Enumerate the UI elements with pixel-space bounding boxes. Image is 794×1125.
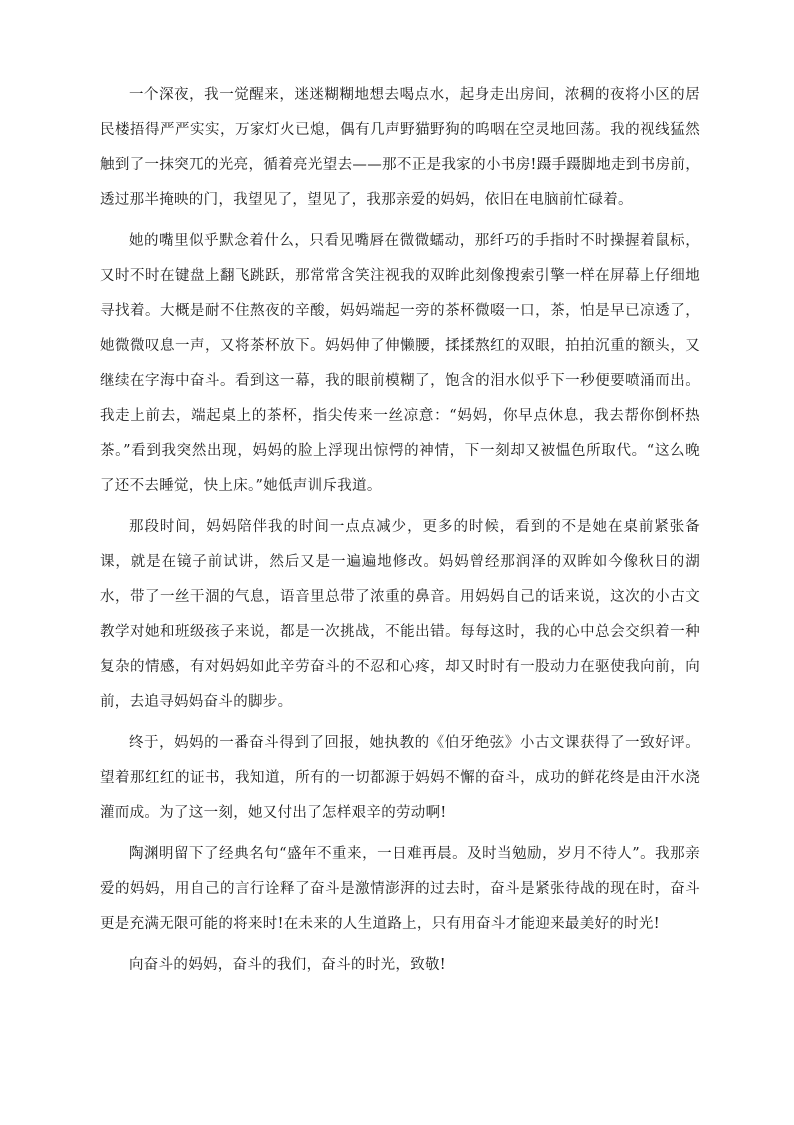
paragraph-6: 向奋斗的妈妈，奋斗的我们，奋斗的时光，致敬!: [129, 957, 446, 973]
paragraph-1: 一个深夜，我一觉醒来，迷迷糊糊地想去喝点水，起身走出房间，浓稠的夜将小区的居民楼捂得严严实实，万家灯火已熄，偶有几声野猫野狗的呜咽在空灵地回荡。我的视线猛然触到了一抹突兀的光亮，循着亮光望去——那不正是我家的小书房!蹑手蹑脚地走到书房前，透过那半掩映的门，我望见了，望见了，我那亲爱的妈妈，依旧在电脑前忙碌着。: [100, 87, 700, 208]
paragraph-4: 终于，妈妈的一番奋斗得到了回报，她执教的《伯牙绝弦》小古文课获得了一致好评。望着那红红的证书，我知道，所有的一切都源于妈妈不懈的奋斗，成功的鲜花终是由汗水浇灌而成。为了这一刻，她又付出了怎样艰辛的劳动啊!: [100, 735, 700, 821]
document-page: [100, 78, 700, 989]
paragraph-5: 陶渊明留下了经典名句“盛年不重来，一日难再晨。及时当勉励，岁月不待人”。我那亲爱的妈妈，用自己的言行诠释了奋斗是激情澎湃的过去时，奋斗是紧张待战的现在时，奋斗更是充满无限可能的将来时!在未来的人生道路上，只有用奋斗才能迎来最美好的时光!: [100, 846, 700, 932]
paragraph-2: 她的嘴里似乎默念着什么，只看见嘴唇在微微蠕动，那纤巧的手指时不时操握着鼠标，又时不时在键盘上翻飞跳跃，那常常含笑注视我的双眸此刻像搜索引擎一样在屏幕上仔细地寻找着。大概是耐不住熬夜的辛酸，妈妈端起一旁的茶杯微啜一口，茶，怕是早已凉透了，她微微叹息一声，又将茶杯放下。妈妈伸了伸懒腰，揉揉熬红的双眼，拍拍沉重的额头，又继续在字海中奋斗。看到这一幕，我的眼前模糊了，饱含的泪水似乎下一秒便要喷涌而出。我走上前去，端起桌上的茶杯，指尖传来一丝凉意：“妈妈，你早点休息，我去帮你倒杯热茶。”看到我突然出现，妈妈的脸上浮现出惊愕的神情，下一刻却又被愠色所取代。“这么晚了还不去睡觉，快上床。”她低声训斥我道。: [100, 233, 700, 494]
paragraph-3: 那段时间，妈妈陪伴我的时间一点点减少，更多的时候，看到的不是她在桌前紧张备课，就是在镜子前试讲，然后又是一遍遍地修改。妈妈曾经那润泽的双眸如今像秋日的湖水，带了一丝干涸的气息，语音里总带了浓重的鼻音。用妈妈自己的话来说，这次的小古文教学对她和班级孩子来说，都是一次挑战，不能出错。每每这时，我的心中总会交织着一种复杂的情感，有对妈妈如此辛劳奋斗的不忍和心疼，却又时时有一股动力在驱使我向前，向前，去追寻妈妈奋斗的脚步。: [100, 519, 700, 710]
